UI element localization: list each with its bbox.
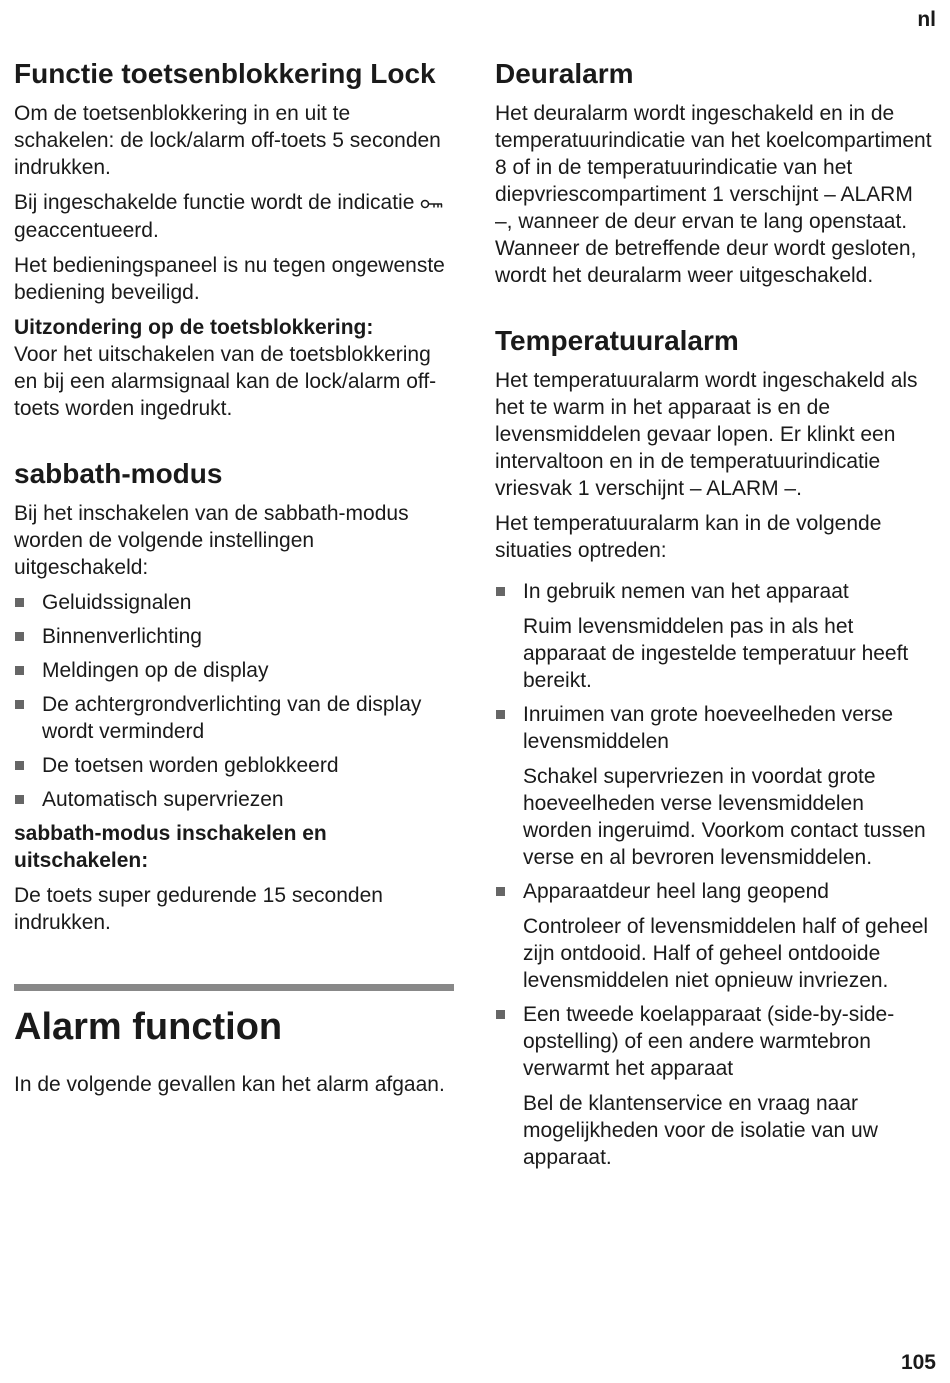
temp-alarm-heading: Temperatuuralarm <box>495 325 739 356</box>
bullet-icon <box>15 632 24 641</box>
list-item-desc: Controleer of levensmiddelen half of geheel zijn ontdooid. Half of geheel ontdooide levensmiddelen niet opnieuw invriezen. <box>523 915 929 992</box>
sabbath-switch-heading: sabbath-modus inschakelen en uitschakelen: <box>14 821 327 872</box>
list-item <box>14 657 454 684</box>
lock-paragraph-1: Om de toetsenblokkering in en uit te schakelen: de lock/alarm off-toets 5 seconden indrukken. <box>14 102 441 179</box>
sabbath-switch-text: De toets super gedurende 15 seconden indrukken. <box>14 883 383 934</box>
temp-alarm-text: Het temperatuuralarm wordt ingeschakeld als het te warm in het apparaat is en de levensmiddelen gevaar lopen. Er klinkt een intervaltoon en in de temperatuurindicatie vriesvak 1 verschijnt – ALARM –. <box>495 369 918 500</box>
list-item <box>14 623 454 650</box>
list-item-text: Automatisch supervriezen <box>42 787 284 811</box>
sabbath-intro: Bij het inschakelen van de sabbath-modus worden de volgende instellingen uitgeschakeld: <box>14 501 409 579</box>
right-column <box>495 58 935 1178</box>
list-item-text: De toetsen worden geblokkeerd <box>42 753 339 777</box>
list-item <box>495 1001 935 1171</box>
door-alarm-heading: Deuralarm <box>495 58 634 89</box>
bullet-icon <box>496 587 505 596</box>
list-item-text: Meldingen op de display <box>42 658 269 682</box>
exception-heading: Uitzondering op de toetsblokkering: <box>14 315 374 339</box>
list-item-desc: Ruim levensmiddelen pas in als het apparaat de ingestelde temperatuur heeft bereikt. <box>523 615 909 692</box>
alarm-heading: Alarm function <box>14 1005 283 1048</box>
list-item <box>14 589 454 616</box>
bullet-icon <box>496 1010 505 1019</box>
temp-alarm-list <box>495 578 935 1171</box>
list-item-desc: Bel de klantenservice en vraag naar mogelijkheden voor de isolatie van uw apparaat. <box>523 1092 878 1169</box>
list-item-title: Een tweede koelapparaat (side-by-side-opstelling) of een andere warmtebron verwarmt het apparaat <box>523 1003 895 1080</box>
lock-paragraph-3: Het bedieningspaneel is nu tegen ongewenste bediening beveiligd. <box>14 253 445 304</box>
bullet-icon <box>15 795 24 804</box>
list-item-text: Binnenverlichting <box>42 624 202 648</box>
temp-alarm-text-2: Het temperatuuralarm kan in de volgende situaties optreden: <box>495 512 882 562</box>
list-item <box>495 701 935 871</box>
lock-paragraph-2-end: geaccentueerd. <box>14 218 159 242</box>
language-label: nl <box>917 8 936 31</box>
list-item-desc: Schakel supervriezen in voordat grote hoeveelheden verse levensmiddelen worden ingeruimd. Voorkom contact tussen verse en al bevroren levensmiddelen. <box>523 765 926 869</box>
key-icon <box>420 190 444 217</box>
bullet-icon <box>15 761 24 770</box>
list-item <box>14 691 454 745</box>
sabbath-heading: sabbath-modus <box>14 457 223 489</box>
list-item-title: Apparaatdeur heel lang geopend <box>523 880 829 903</box>
list-item <box>495 578 935 694</box>
alarm-intro: In de volgende gevallen kan het alarm afgaan. <box>14 1072 445 1096</box>
list-item <box>14 752 454 779</box>
bullet-icon <box>496 887 505 896</box>
section-divider <box>14 984 454 991</box>
lock-paragraph-2-start: Bij ingeschakelde functie wordt de indicatie <box>14 191 415 214</box>
list-item-title: Inruimen van grote hoeveelheden verse levensmiddelen <box>523 703 894 753</box>
bullet-icon <box>15 598 24 607</box>
bullet-icon <box>15 666 24 675</box>
bullet-icon <box>496 710 505 719</box>
exception-text: Voor het uitschakelen van de toetsblokkering en bij een alarmsignaal kan de lock/alarm off-toets worden ingedrukt. <box>14 342 437 420</box>
list-item <box>14 786 454 813</box>
lock-heading: Functie toetsenblokkering Lock <box>14 58 436 89</box>
list-item-title: In gebruik nemen van het apparaat <box>523 580 849 603</box>
lock-paragraph-2 <box>14 189 454 244</box>
door-alarm-text: Het deuralarm wordt ingeschakeld en in de temperatuurindicatie van het koelcompartiment 8 of in de temperatuurindicatie van het diepvriescompartiment 1 verschijnt – ALARM –, wanneer de deur ervan te lang openstaat. Wanneer de betreffende deur wordt gesloten, wordt het deuralarm weer uitgeschakeld. <box>495 102 932 287</box>
sabbath-list <box>14 589 454 813</box>
list-item-text: Geluidssignalen <box>42 590 192 614</box>
left-column <box>14 58 454 1106</box>
list-item <box>495 878 935 994</box>
list-item-text: De achtergrondverlichting van de display wordt verminderd <box>42 692 422 743</box>
bullet-icon <box>15 700 24 709</box>
page-number: 105 <box>900 1351 936 1374</box>
